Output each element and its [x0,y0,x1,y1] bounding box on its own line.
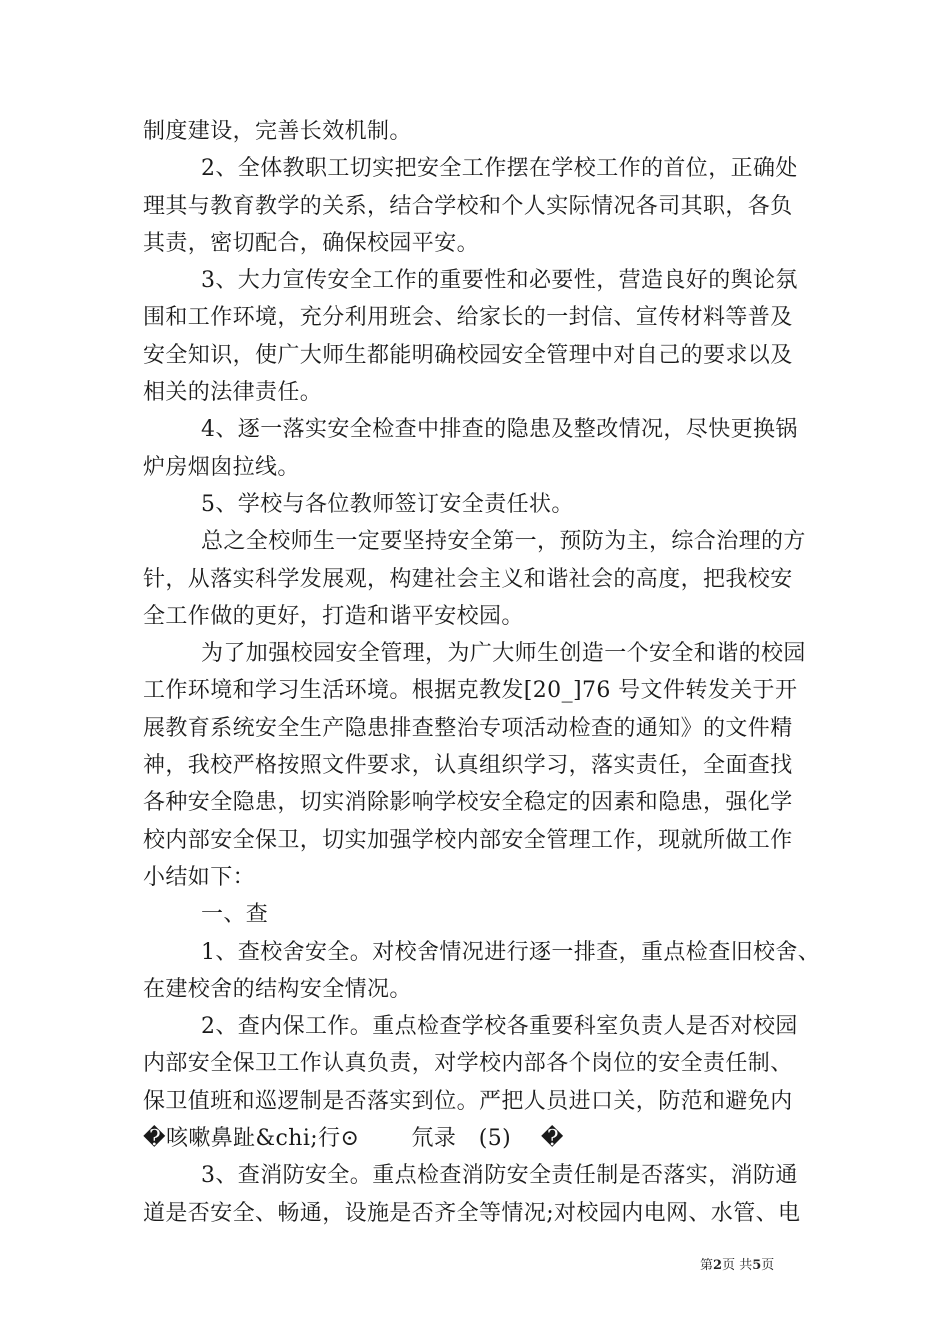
text-line: 神，我校严格按照文件要求，认真组织学习，落实责任，全面查找 [143,753,793,779]
page-number-footer [700,1254,774,1273]
footer-current-page: 2 [713,1258,723,1273]
text-line: 3、大力宣传安全工作的重要性和必要性，营造良好的舆论氛 [201,268,798,294]
text-line: 4、逐一落实安全检查中排查的隐患及整改情况，尽快更换锅 [201,417,798,443]
footer-total-pages: 5 [752,1258,762,1273]
text-line: 安全知识，使广大师生都能明确校园安全管理中对自己的要求以及 [143,342,793,368]
text-line: 道是否安全、畅通，设施是否齐全等情况;对校园内电网、水管、电 [143,1200,801,1226]
text-line: 为了加强校园安全管理，为广大师生创造一个安全和谐的校园 [201,641,806,667]
text-line: 其责，密切配合，确保校园平安。 [143,230,480,256]
text-line: 理其与教育教学的关系，结合学校和个人实际情况各司其职，各负 [143,193,793,219]
text-line: 2、查内保工作。重点检查学校各重要科室负责人是否对校园 [201,1014,798,1040]
text-line: 5、学校与各位教师签订安全责任状。 [201,491,574,517]
text-line: 3、查消防安全。重点检查消防安全责任制是否落实，消防通 [201,1163,798,1189]
text-line: 各种安全隐患，切实消除影响学校安全稳定的因素和隐患，强化学 [143,790,793,816]
text-line: 一、查 [201,902,269,928]
text-line: 内部安全保卫工作认真负责，对学校内部各个岗位的安全责任制、 [143,1051,793,1077]
text-line: 总之全校师生一定要坚持安全第一，预防为主，综合治理的方 [201,529,806,555]
text-line: 展教育系统安全生产隐患排查整治专项活动检查的通知》的文件精 [143,715,793,741]
text-line: 全工作做的更好，打造和谐平安校园。 [143,603,524,629]
text-line: 炉房烟囱拉线。 [143,454,300,480]
text-line: 校内部安全保卫，切实加强学校内部安全管理工作，现就所做工作 [143,827,793,853]
footer-middle: 页 共 [722,1258,753,1273]
text-line: 在建校舍的结构安全情况。 [143,976,412,1002]
text-line: 小结如下： [143,864,256,890]
document-body [143,113,821,1232]
text-line: 相关的法律责任。 [143,380,323,406]
text-line: 围和工作环境，充分利用班会、给家长的一封信、宣传材料等普及 [143,305,793,331]
text-line: �咳嗽鼻趾&chi;行⊙ 氘录 (5) � [143,1126,564,1152]
text-line: 制度建设，完善长效机制。 [143,119,412,144]
text-line: 2、全体教职工切实把安全工作摆在学校工作的首位，正确处 [201,156,798,182]
footer-suffix: 页 [761,1258,775,1273]
text-line: 1、查校舍安全。对校舍情况进行逐一排查，重点检查旧校舍、 [201,939,821,965]
text-line: 针，从落实科学发展观，构建社会主义和谐社会的高度，把我校安 [143,566,793,592]
text-line: 保卫值班和巡逻制是否落实到位。严把人员进口关，防范和避免内 [143,1088,793,1114]
footer-prefix: 第 [700,1258,714,1273]
text-line: 工作环境和学习生活环境。根据克教发[20_]76 号文件转发关于开 [143,678,798,704]
